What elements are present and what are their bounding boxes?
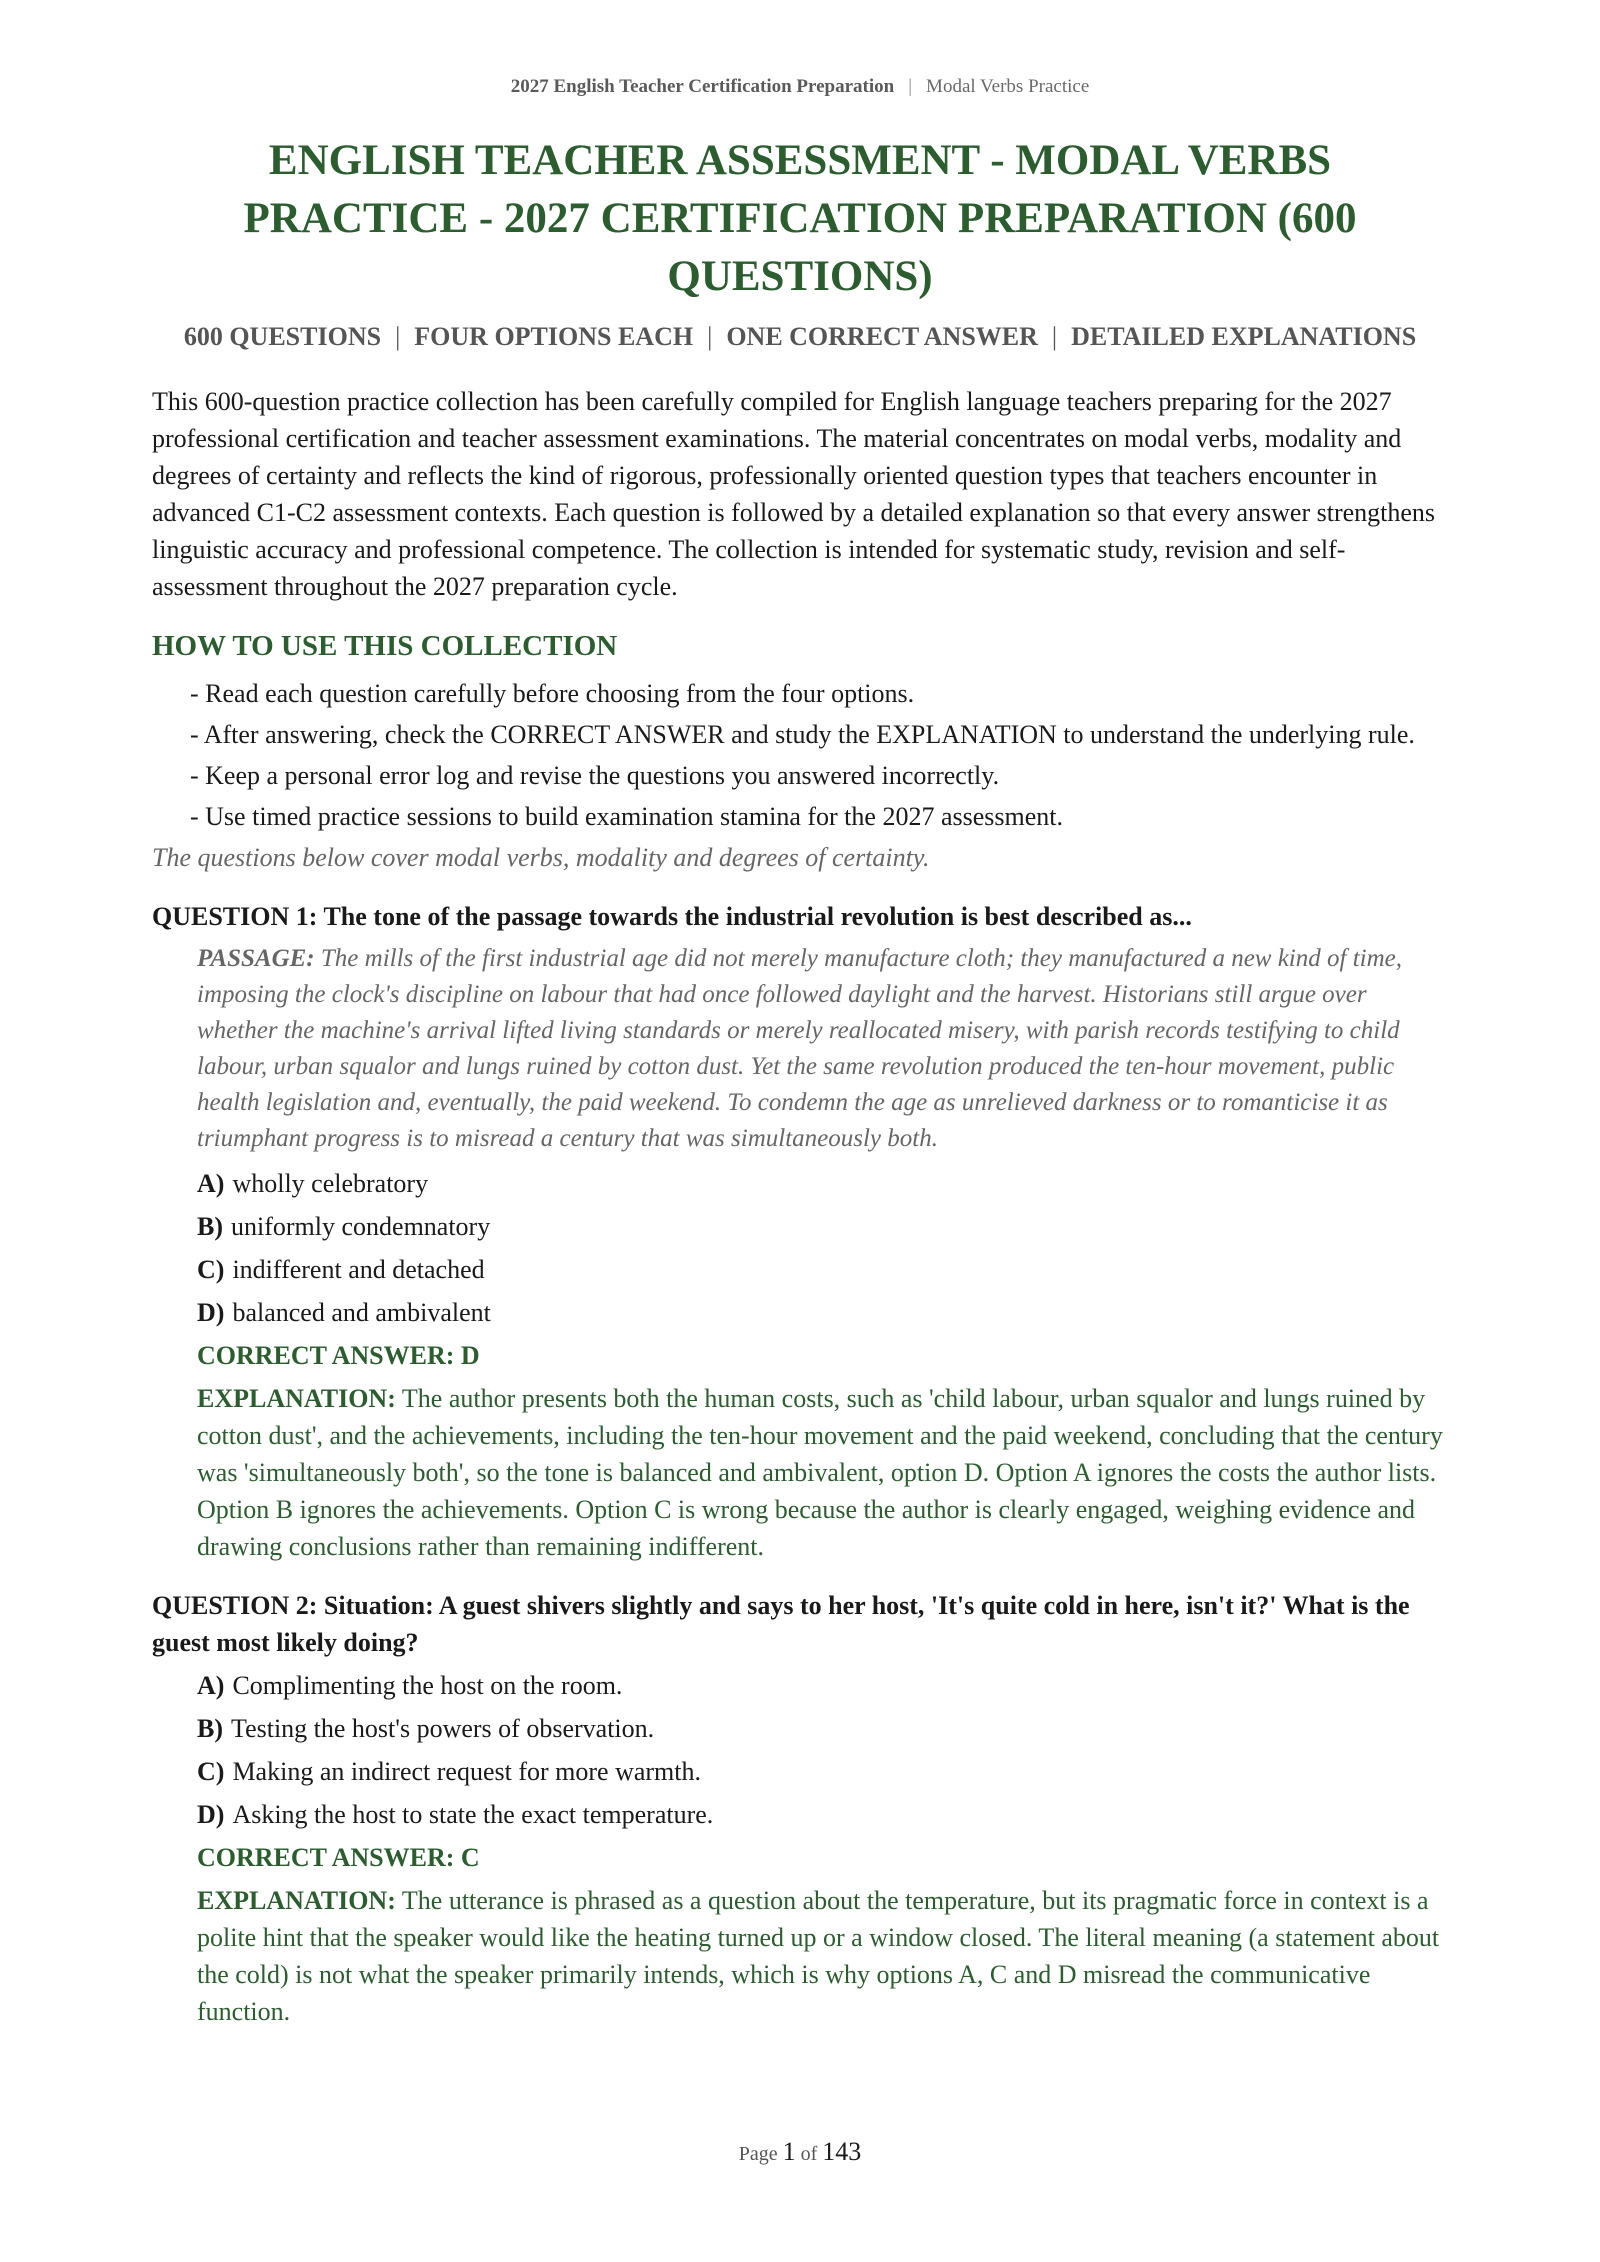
option-c[interactable]	[197, 1251, 1452, 1288]
correct-answer: CORRECT ANSWER: D	[197, 1341, 480, 1370]
option-letter: C)	[197, 1255, 225, 1284]
subtitle-item: 600 QUESTIONS	[183, 322, 382, 351]
running-header-left: 2027 English Teacher Certification Preparation	[510, 76, 895, 97]
how-to-heading: HOW TO USE THIS COLLECTION	[152, 630, 618, 662]
option-text: Complimenting the host on the room.	[232, 1671, 623, 1700]
page-word: Page	[738, 2143, 778, 2165]
passage-text: The mills of the first industrial age did not merely manufacture cloth; they manufactured a new kind of time, imposing the clock's discipline on labour that had once followed daylight and the harvest. Historians still argue over whether the machine's arrival lifted living standards or merely reallocated misery, with parish records testifying to child labour, urban squalor and lungs ruined by cotton dust. Yet the same revolution produced the ten-hour movement, public health legislation and, eventually, the paid weekend. To condemn the age as unrelieved darkness or to romanticise it as triumphant progress is to misread a century that was simultaneously both.	[197, 945, 1402, 1152]
option-c[interactable]	[197, 1753, 1452, 1790]
option-letter: B)	[197, 1212, 223, 1241]
option-text: Testing the host's powers of observation.	[231, 1714, 655, 1743]
explanation-text: The author presents both the human costs, such as 'child labour, urban squalor and lungs ruined by cotton dust', and the achievements, including the ten-hour movement and the paid weekend, concluding that the century was 'simultaneously both', so the tone is balanced and ambivalent, option D. Option A ignores the costs the author lists. Option B ignores the achievements. Option C is wrong because the author is clearly engaged, weighing evidence and drawing conclusions rather than remaining indifferent.	[197, 1384, 1443, 1561]
subtitle-separator: |	[395, 322, 401, 351]
option-text: wholly celebratory	[232, 1169, 429, 1198]
subtitle-item: ONE CORRECT ANSWER	[726, 322, 1038, 351]
question-1	[152, 898, 1452, 1565]
explanation-label: EXPLANATION:	[197, 1886, 396, 1915]
intro-paragraph: This 600-question practice collection has been carefully compiled for English language teachers preparing for the 2027 professional certification and teacher assessment examinations. The material concentrates on modal verbs, modality and degrees of certainty and reflects the kind of rigorous, professionally oriented question types that teachers encounter in advanced C1-C2 assessment contexts. Each question is followed by a detailed explanation so that every answer strengthens linguistic accuracy and professional competence. The collection is intended for systematic study, revision and self-assessment throughout the 2027 preparation cycle.	[152, 387, 1436, 601]
subtitle-item: DETAILED EXPLANATIONS	[1071, 322, 1417, 351]
option-letter: C)	[197, 1757, 225, 1786]
question-body	[152, 941, 1452, 1565]
subtitle-separator: |	[707, 322, 713, 351]
total-page-count: 143	[822, 2137, 862, 2166]
answer-options	[197, 1165, 1452, 1331]
option-d[interactable]	[197, 1796, 1452, 1833]
option-letter: A)	[197, 1671, 225, 1700]
coverage-note: The questions below cover modal verbs, modality and degrees of certainty.	[152, 843, 930, 872]
option-text: Making an indirect request for more warmth.	[232, 1757, 702, 1786]
correct-answer: CORRECT ANSWER: C	[197, 1843, 480, 1872]
option-letter: A)	[197, 1169, 225, 1198]
option-text: indifferent and detached	[232, 1255, 485, 1284]
how-to-item: - Keep a personal error log and revise the questions you answered incorrectly.	[190, 761, 1000, 790]
how-to-item: - Read each question carefully before choosing from the four options.	[190, 679, 915, 708]
how-to-list	[152, 675, 1452, 835]
subtitle-item: FOUR OPTIONS EACH	[414, 322, 694, 351]
option-text: uniformly condemnatory	[231, 1212, 491, 1241]
option-letter: D)	[197, 1800, 225, 1829]
how-to-item: - Use timed practice sessions to build examination stamina for the 2027 assessment.	[190, 802, 1063, 831]
passage-label: PASSAGE:	[197, 945, 315, 972]
option-b[interactable]	[197, 1710, 1452, 1747]
of-word: of	[800, 2143, 818, 2165]
option-text: balanced and ambivalent	[232, 1298, 491, 1327]
how-to-item: - After answering, check the CORRECT ANSWER and study the EXPLANATION to understand the underlying rule.	[190, 720, 1415, 749]
document-title: ENGLISH TEACHER ASSESSMENT - MODAL VERBS PRACTICE - 2027 CERTIFICATION PREPARATION (600 QUESTIONS)	[243, 137, 1357, 300]
page-footer	[0, 2137, 1600, 2167]
document-body	[152, 383, 1452, 2052]
answer-options	[197, 1667, 1452, 1833]
running-header-separator: |	[908, 76, 913, 97]
subtitle-separator: |	[1051, 322, 1058, 351]
option-letter: B)	[197, 1714, 223, 1743]
option-text: Asking the host to state the exact temperature.	[232, 1800, 714, 1829]
option-letter: D)	[197, 1298, 225, 1327]
option-a[interactable]	[197, 1165, 1452, 1202]
running-header-right: Modal Verbs Practice	[926, 76, 1090, 97]
option-a[interactable]	[197, 1667, 1452, 1704]
document-subtitle	[0, 322, 1600, 352]
explanation	[197, 1380, 1452, 1565]
question-2	[152, 1587, 1452, 2030]
explanation-label: EXPLANATION:	[197, 1384, 396, 1413]
explanation	[197, 1882, 1452, 2030]
explanation-text: The utterance is phrased as a question about the temperature, but its pragmatic force in context is a polite hint that the speaker would like the heating turned up or a window closed. The literal meaning (a statement about the cold) is not what the speaker primarily intends, which is why options A, C and D misread the communicative function.	[197, 1886, 1440, 2026]
option-d[interactable]	[197, 1294, 1452, 1331]
option-b[interactable]	[197, 1208, 1452, 1245]
reading-passage	[197, 941, 1452, 1157]
running-header	[0, 76, 1600, 98]
question-body	[152, 1667, 1452, 2030]
question-heading: QUESTION 2: Situation: A guest shivers slightly and says to her host, 'It's quite cold in here, isn't it?' What is the guest most likely doing?	[152, 1591, 1410, 1657]
current-page-number: 1	[782, 2137, 796, 2166]
question-heading: QUESTION 1: The tone of the passage towards the industrial revolution is best described as...	[152, 902, 1192, 931]
